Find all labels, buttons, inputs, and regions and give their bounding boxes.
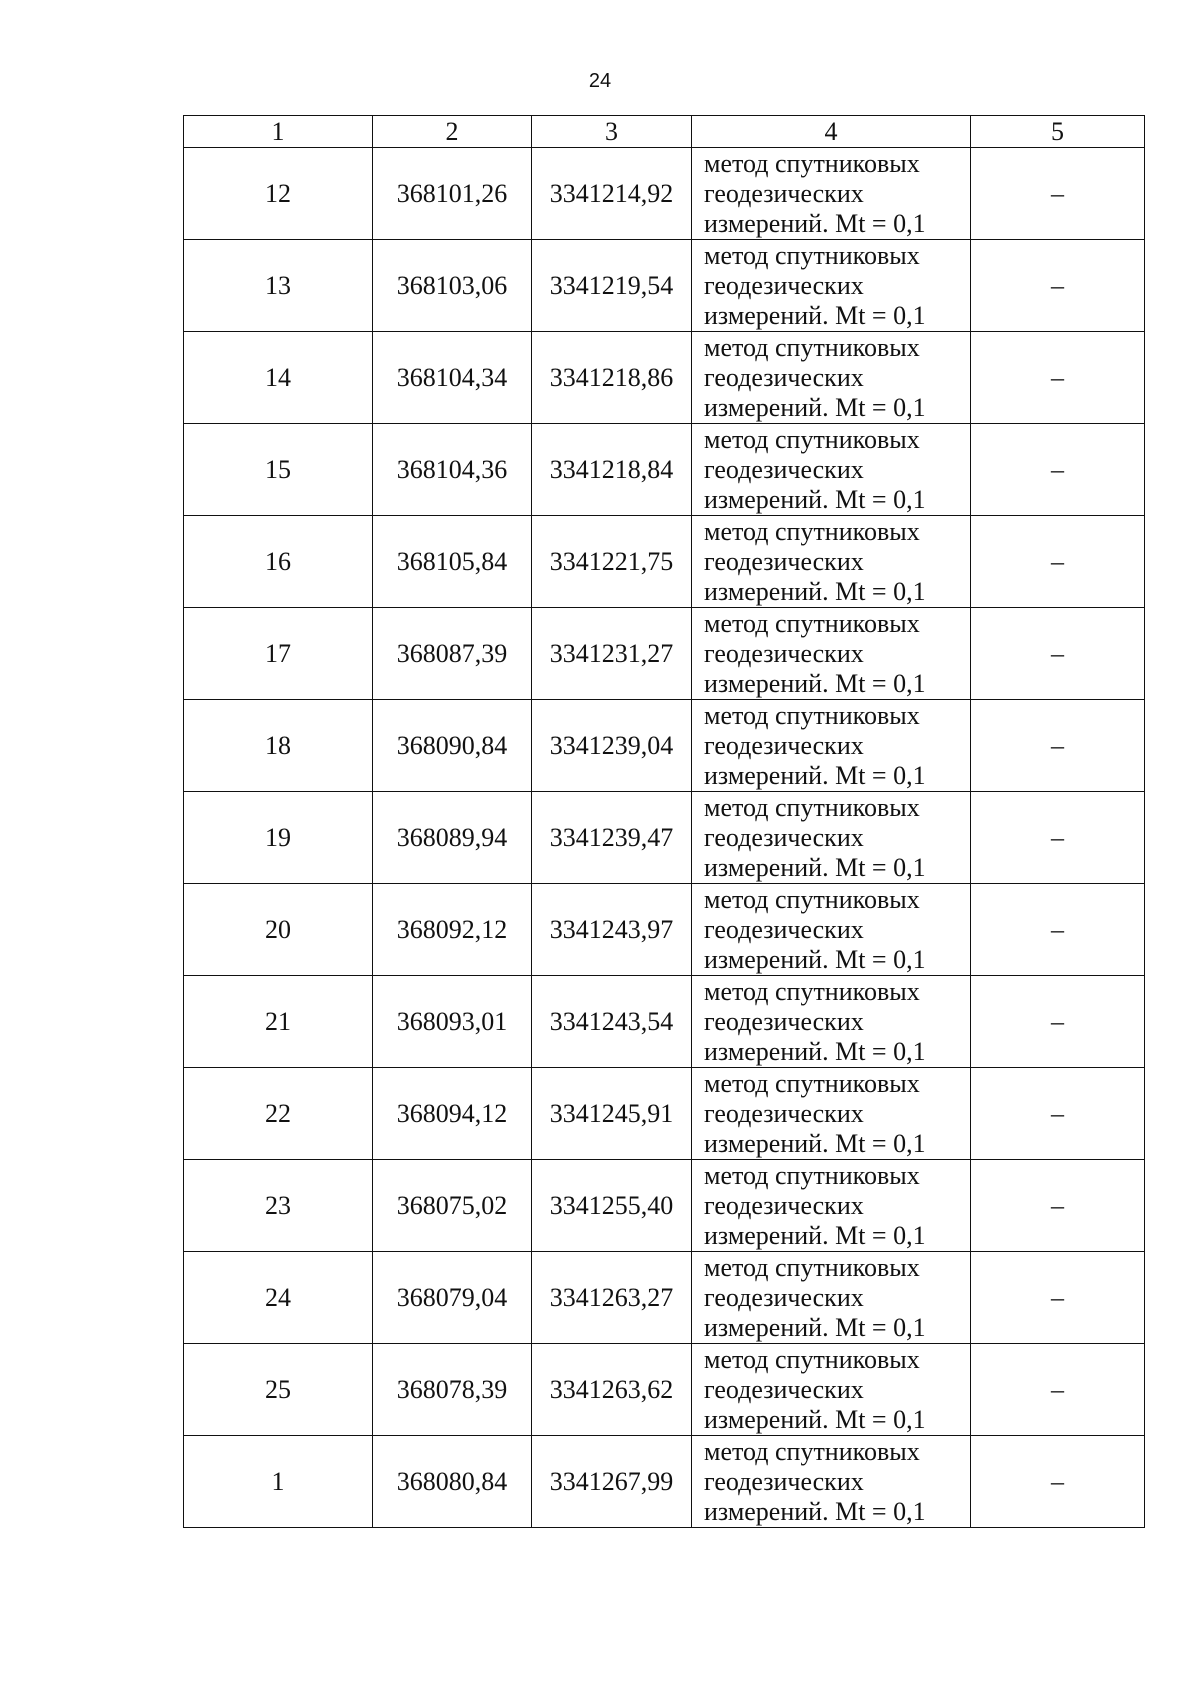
x-coordinate-cell: 368104,36: [373, 424, 532, 516]
y-coordinate-cell: 3341239,47: [532, 792, 692, 884]
point-number-cell: 18: [184, 700, 373, 792]
method-line-1: метод спутниковых: [704, 424, 920, 454]
method-cell: [692, 700, 971, 792]
y-coordinate-cell: 3341263,27: [532, 1252, 692, 1344]
method-line-2: геодезических: [704, 1282, 864, 1312]
method-line-3: измерений. Mt = 0,1: [704, 1220, 926, 1250]
note-cell: –: [971, 792, 1145, 884]
method-cell: [692, 516, 971, 608]
y-coordinate-cell: 3341218,86: [532, 332, 692, 424]
table-row: [184, 976, 1145, 1068]
method-line-1: метод спутниковых: [704, 884, 920, 914]
method-line-3: измерений. Mt = 0,1: [704, 1128, 926, 1158]
point-number-cell: 12: [184, 148, 373, 240]
method-line-2: геодезических: [704, 1466, 864, 1496]
point-number-cell: 25: [184, 1344, 373, 1436]
method-cell: [692, 1160, 971, 1252]
method-line-3: измерений. Mt = 0,1: [704, 760, 926, 790]
method-line-2: геодезических: [704, 362, 864, 392]
method-cell: [692, 424, 971, 516]
method-cell: [692, 1344, 971, 1436]
table-row: [184, 1252, 1145, 1344]
method-line-1: метод спутниковых: [704, 608, 920, 638]
point-number-cell: 19: [184, 792, 373, 884]
x-coordinate-cell: 368087,39: [373, 608, 532, 700]
table-row: [184, 608, 1145, 700]
y-coordinate-cell: 3341267,99: [532, 1436, 692, 1528]
table-row: [184, 240, 1145, 332]
table-row: [184, 1160, 1145, 1252]
point-number-cell: 15: [184, 424, 373, 516]
method-cell: [692, 332, 971, 424]
method-line-1: метод спутниковых: [704, 1344, 920, 1374]
method-line-3: измерений. Mt = 0,1: [704, 944, 926, 974]
point-number-cell: 16: [184, 516, 373, 608]
method-line-3: измерений. Mt = 0,1: [704, 484, 926, 514]
method-line-2: геодезических: [704, 914, 864, 944]
x-coordinate-cell: 368104,34: [373, 332, 532, 424]
point-number-cell: 14: [184, 332, 373, 424]
header-col-4: 4: [692, 116, 971, 148]
method-line-2: геодезических: [704, 546, 864, 576]
table-row: [184, 1436, 1145, 1528]
y-coordinate-cell: 3341243,54: [532, 976, 692, 1068]
table-body: [184, 148, 1145, 1528]
x-coordinate-cell: 368080,84: [373, 1436, 532, 1528]
x-coordinate-cell: 368092,12: [373, 884, 532, 976]
y-coordinate-cell: 3341221,75: [532, 516, 692, 608]
y-coordinate-cell: 3341255,40: [532, 1160, 692, 1252]
x-coordinate-cell: 368105,84: [373, 516, 532, 608]
page-number: 24: [588, 70, 612, 92]
method-line-2: геодезических: [704, 822, 864, 852]
header-col-2: 2: [373, 116, 532, 148]
point-number-cell: 23: [184, 1160, 373, 1252]
point-number-cell: 17: [184, 608, 373, 700]
y-coordinate-cell: 3341245,91: [532, 1068, 692, 1160]
coordinates-table: [183, 115, 1145, 1528]
x-coordinate-cell: 368093,01: [373, 976, 532, 1068]
method-line-2: геодезических: [704, 1098, 864, 1128]
method-line-1: метод спутниковых: [704, 240, 920, 270]
point-number-cell: 13: [184, 240, 373, 332]
method-cell: [692, 976, 971, 1068]
method-line-1: метод спутниковых: [704, 700, 920, 730]
y-coordinate-cell: 3341218,84: [532, 424, 692, 516]
y-coordinate-cell: 3341214,92: [532, 148, 692, 240]
method-cell: [692, 240, 971, 332]
y-coordinate-cell: 3341263,62: [532, 1344, 692, 1436]
header-row: [184, 116, 1145, 148]
header-col-1: 1: [184, 116, 373, 148]
method-cell: [692, 608, 971, 700]
note-cell: –: [971, 976, 1145, 1068]
table-row: [184, 700, 1145, 792]
method-cell: [692, 792, 971, 884]
table-row: [184, 424, 1145, 516]
note-cell: –: [971, 884, 1145, 976]
note-cell: –: [971, 424, 1145, 516]
header-col-3: 3: [532, 116, 692, 148]
y-coordinate-cell: 3341231,27: [532, 608, 692, 700]
method-line-2: геодезических: [704, 270, 864, 300]
x-coordinate-cell: 368079,04: [373, 1252, 532, 1344]
note-cell: –: [971, 240, 1145, 332]
method-line-2: геодезических: [704, 454, 864, 484]
note-cell: –: [971, 1344, 1145, 1436]
note-cell: –: [971, 516, 1145, 608]
method-line-1: метод спутниковых: [704, 1252, 920, 1282]
point-number-cell: 1: [184, 1436, 373, 1528]
method-line-2: геодезических: [704, 730, 864, 760]
table-row: [184, 516, 1145, 608]
header-col-5: 5: [971, 116, 1145, 148]
note-cell: –: [971, 1436, 1145, 1528]
point-number-cell: 21: [184, 976, 373, 1068]
method-cell: [692, 1436, 971, 1528]
x-coordinate-cell: 368089,94: [373, 792, 532, 884]
method-cell: [692, 1252, 971, 1344]
x-coordinate-cell: 368103,06: [373, 240, 532, 332]
y-coordinate-cell: 3341219,54: [532, 240, 692, 332]
y-coordinate-cell: 3341243,97: [532, 884, 692, 976]
method-line-3: измерений. Mt = 0,1: [704, 1036, 926, 1066]
method-line-1: метод спутниковых: [704, 792, 920, 822]
x-coordinate-cell: 368075,02: [373, 1160, 532, 1252]
method-cell: [692, 148, 971, 240]
note-cell: –: [971, 1068, 1145, 1160]
table-row: [184, 1344, 1145, 1436]
x-coordinate-cell: 368090,84: [373, 700, 532, 792]
method-line-1: метод спутниковых: [704, 1068, 920, 1098]
method-line-3: измерений. Mt = 0,1: [704, 392, 926, 422]
x-coordinate-cell: 368101,26: [373, 148, 532, 240]
note-cell: –: [971, 1160, 1145, 1252]
method-line-3: измерений. Mt = 0,1: [704, 1496, 926, 1526]
table-row: [184, 792, 1145, 884]
point-number-cell: 24: [184, 1252, 373, 1344]
method-line-2: геодезических: [704, 638, 864, 668]
method-line-3: измерений. Mt = 0,1: [704, 1312, 926, 1342]
note-cell: –: [971, 332, 1145, 424]
note-cell: –: [971, 608, 1145, 700]
method-line-1: метод спутниковых: [704, 1436, 920, 1466]
x-coordinate-cell: 368094,12: [373, 1068, 532, 1160]
method-line-3: измерений. Mt = 0,1: [704, 208, 926, 238]
method-cell: [692, 884, 971, 976]
table-row: [184, 148, 1145, 240]
y-coordinate-cell: 3341239,04: [532, 700, 692, 792]
x-coordinate-cell: 368078,39: [373, 1344, 532, 1436]
method-line-1: метод спутниковых: [704, 1160, 920, 1190]
method-line-3: измерений. Mt = 0,1: [704, 1404, 926, 1434]
method-line-3: измерений. Mt = 0,1: [704, 668, 926, 698]
method-line-3: измерений. Mt = 0,1: [704, 300, 926, 330]
note-cell: –: [971, 700, 1145, 792]
method-line-2: геодезических: [704, 178, 864, 208]
note-cell: –: [971, 1252, 1145, 1344]
method-line-3: измерений. Mt = 0,1: [704, 852, 926, 882]
method-line-1: метод спутниковых: [704, 148, 920, 178]
method-line-1: метод спутниковых: [704, 332, 920, 362]
method-line-1: метод спутниковых: [704, 516, 920, 546]
method-line-3: измерений. Mt = 0,1: [704, 576, 926, 606]
point-number-cell: 22: [184, 1068, 373, 1160]
table-row: [184, 1068, 1145, 1160]
method-cell: [692, 1068, 971, 1160]
method-line-2: геодезических: [704, 1190, 864, 1220]
table-header: [184, 116, 1145, 148]
table-row: [184, 884, 1145, 976]
method-line-1: метод спутниковых: [704, 976, 920, 1006]
point-number-cell: 20: [184, 884, 373, 976]
method-line-2: геодезических: [704, 1374, 864, 1404]
method-line-2: геодезических: [704, 1006, 864, 1036]
table-row: [184, 332, 1145, 424]
note-cell: –: [971, 148, 1145, 240]
